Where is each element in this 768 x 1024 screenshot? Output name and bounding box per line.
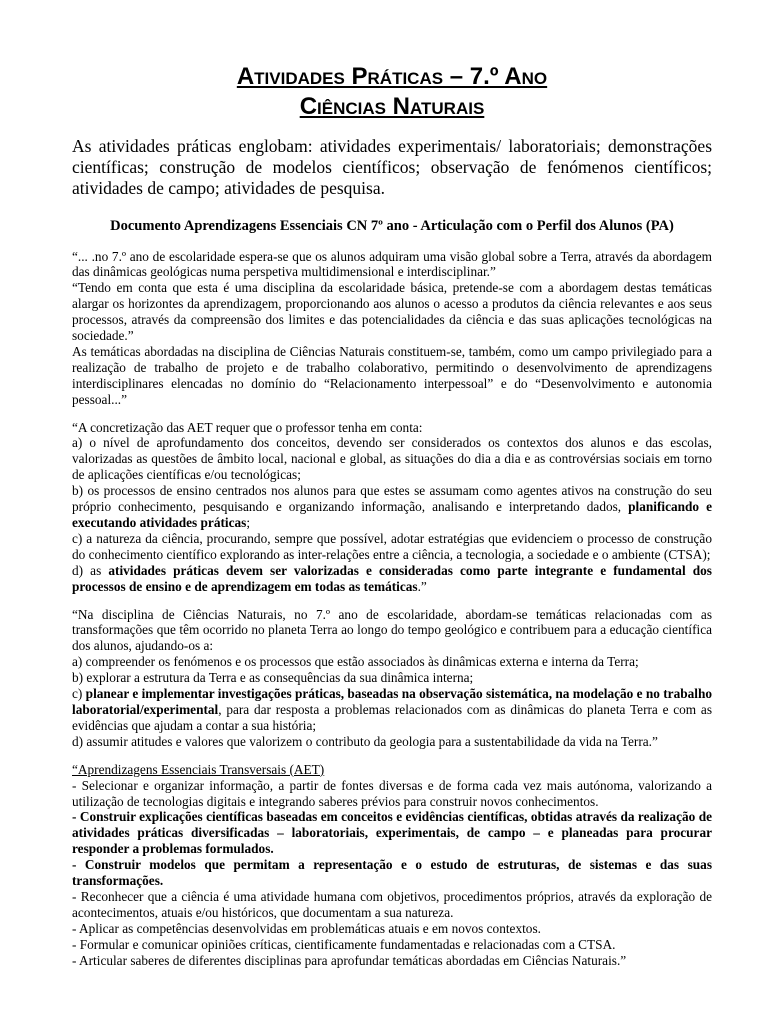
section-aet-requirements [72, 420, 712, 595]
intro-paragraph: As atividades práticas englobam: atividades experimentais/ laboratoriais; demonstrações científicas; construção de modelos científicos; observação de fenómenos científicos; atividades de campo; atividades de pesquisa. [72, 136, 712, 198]
list-item [72, 857, 712, 889]
list-item: - Selecionar e organizar informação, a partir de fontes diversas e de forma cada vez mais autónoma, valorizando a utilização de tecnologias digitais e integrando saberes prévios para construir novos conhecimentos. [72, 777, 712, 809]
list-item: c) a natureza da ciência, procurando, sempre que possível, adotar estratégias que evidenciem o processo de construção do conhecimento científico explorando as inter-relações entre a ciência, a tecnologia, a sociedade e o ambiente (CTSA); [72, 530, 712, 562]
paragraph: “A concretização das AET requer que o professor tenha em conta: [72, 419, 423, 435]
list-item: a) compreender os fenómenos e os processos que estão associados às dinâmicas externa e interna da Terra; [72, 654, 639, 670]
bold-text: - Construir explicações científicas baseadas em conceitos e evidências científicas, obtidas através da realização de atividades práticas diversificadas – laboratoriais, experimentais, de campo – e planeadas para procurar responder a problemas formulados. [72, 809, 712, 857]
list-item: b) explorar a estrutura da Terra e as consequências da sua dinâmica interna; [72, 670, 474, 686]
list-item: - Aplicar as competências desenvolvidas em problemáticas atuais e em novos contextos. [72, 920, 541, 936]
section-heading: “Aprendizagens Essenciais Transversais (AET) [72, 761, 325, 777]
text-run: b) os processos de ensino centrados nos alunos para que estes se assumam como agentes ativos na construção do seu próprio conhecimento, pesquisando e organizando informação, analisando e interpretando dados, [72, 483, 712, 515]
list-item: d) assumir atitudes e valores que valorizem o contributo da geologia para a sustentabilidade da vida na Terra.” [72, 733, 658, 749]
paragraph: “... .no 7.º ano de escolaridade espera-se que os alunos adquiram uma visão global sobre a Terra, através da abordagem das dinâmicas geológicas numa perspetiva multidimensional e interdisciplinar.” [72, 248, 712, 280]
bold-text: planear e implementar investigações práticas, baseadas na observação sistemática, na modelação e no trabalho laboratorial/experimental [72, 686, 713, 717]
paragraph: As temáticas abordadas na disciplina de Ciências Naturais constituem-se, também, como um campo privilegiado para a realização de trabalho de projeto e de trabalho colaborativo, permitindo o desenvolvimento de aprendizagens interdisciplinares elencadas no domínio do “Relacionamento interpessoal” e do “Desenvolvimento e autonomia pessoal...” [72, 343, 712, 407]
list-item [72, 483, 712, 531]
document-heading: Documento Aprendizagens Essenciais CN 7º ano - Articulação com o Perfil dos Alunos (PA) [110, 217, 674, 234]
text-run: d) as [72, 562, 109, 578]
document-page [72, 62, 712, 968]
section-transversal-learning [72, 762, 712, 969]
section-discipline-goals [72, 607, 712, 750]
document-title [72, 62, 712, 122]
list-item: - Reconhecer que a ciência é uma atividade humana com objetivos, procedimentos próprios, através da exploração de acontecimentos, atuais e/ou históricos, que documentam a sua natureza. [72, 888, 712, 920]
list-item: a) o nível de aprofundamento dos conceitos, devendo ser considerados os contextos dos alunos e das escolas, valorizadas as questões de âmbito local, nacional e global, as situações do dia a dia e as controvérsias sociais em torno de aplicações científicas e/ou tecnológicas; [72, 435, 712, 483]
list-item: - Articular saberes de diferentes disciplinas para aprofundar temáticas abordadas em Ciências Naturais.” [72, 952, 627, 968]
text-run: ; [246, 515, 251, 530]
title-line-1: Atividades Práticas – 7.º Ano [236, 63, 548, 90]
list-item [72, 809, 712, 857]
title-line-2: Ciências Naturais [299, 93, 485, 120]
text-run: , para dar resposta a problemas relacionados com as dinâmicas do planeta Terra e com as evidências que ajudam a contar a sua história; [72, 701, 712, 733]
bold-text: atividades práticas devem ser valorizadas e consideradas como parte integrante e fundamental dos processos de ensino e de aprendizagem em todas as temáticas [72, 562, 712, 594]
text-run: .” [417, 578, 427, 594]
list-item [72, 563, 712, 595]
paragraph: “Na disciplina de Ciências Naturais, no 7.º ano de escolaridade, abordam-se temáticas relacionadas com as transformações que têm ocorrido no planeta Terra ao longo do tempo geológico e contribuem para a educação científica dos alunos, ajudando-os a: [72, 606, 712, 654]
bold-text: - Construir modelos que permitam a representação e o estudo de estruturas, de sistemas e das suas transformações. [72, 857, 712, 889]
list-item: - Formular e comunicar opiniões críticas, cientificamente fundamentadas e relacionadas com a CTSA. [72, 936, 616, 952]
list-item [72, 686, 712, 734]
section-profile [72, 249, 712, 408]
text-run: c) [72, 686, 86, 702]
bold-text: planificando e executando atividades práticas [72, 499, 712, 530]
paragraph: “Tendo em conta que esta é uma disciplina da escolaridade básica, pretende-se com a abordagem destas temáticas alargar os horizontes da aprendizagem, proporcionando aos alunos o acesso a produtos da ciência relevantes e aos seus processos, através da compreensão dos limites e das potencialidades da ciência e das suas aplicações tecnológicas na sociedade.” [72, 280, 712, 344]
